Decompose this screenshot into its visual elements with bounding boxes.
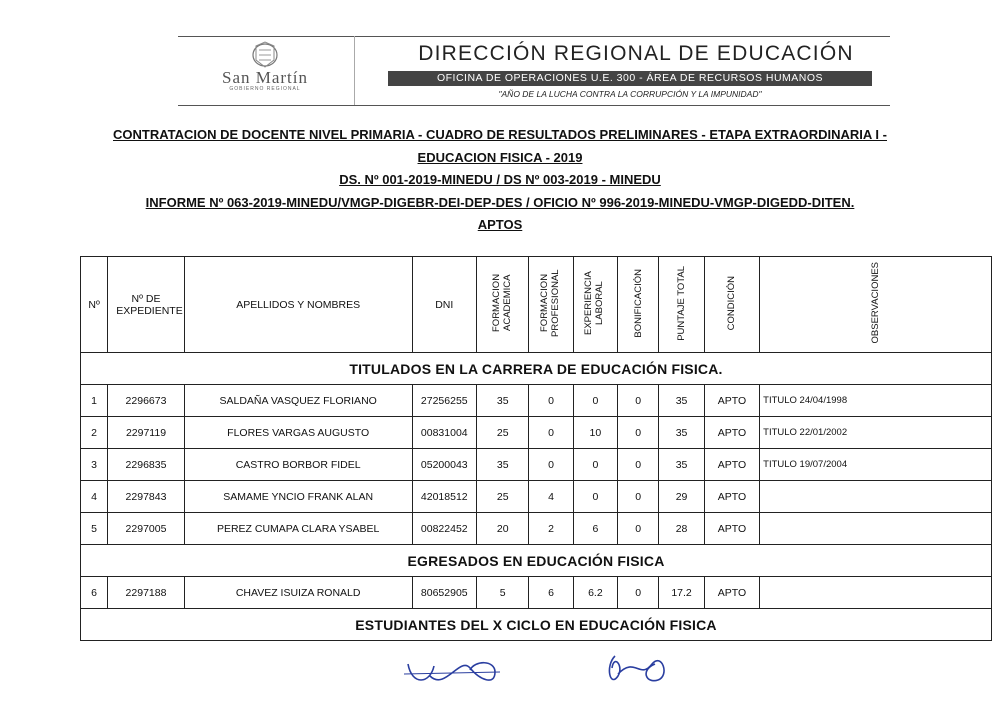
table-row: [81, 385, 992, 417]
cell-nombres: CASTRO BORBOR FIDEL: [184, 449, 412, 481]
col-header-num: Nº: [81, 257, 108, 353]
cell-experiencia: 0: [573, 481, 617, 513]
cell-experiencia: 10: [573, 417, 617, 449]
cell-puntaje: 28: [659, 513, 704, 545]
cell-num: 3: [81, 449, 108, 481]
cell-condicion: APTO: [704, 417, 759, 449]
institution-title: DIRECCIÓN REGIONAL DE EDUCACIÓN: [418, 42, 854, 65]
table-row: [81, 577, 992, 609]
col-header-bonificacion: BONIFICACIÓN: [632, 268, 644, 338]
egresados-rows: [81, 577, 992, 609]
cell-expediente: 2297188: [108, 577, 185, 609]
cell-profesional: 0: [529, 417, 573, 449]
year-motto: "AÑO DE LA LUCHA CONTRA LA CORRUPCIÓN Y LA IMPUNIDAD": [498, 89, 762, 99]
cell-formacion: 25: [477, 417, 529, 449]
col-header-formacion: FORMACION ACADEMICA: [490, 273, 513, 333]
cell-profesional: 4: [529, 481, 573, 513]
cell-dni: 00822452: [412, 513, 476, 545]
cell-observaciones: [760, 577, 992, 609]
cell-dni: 05200043: [412, 449, 476, 481]
cell-puntaje: 35: [659, 417, 704, 449]
cell-dni: 27256255: [412, 385, 476, 417]
col-header-condicion: CONDICIÓN: [726, 275, 738, 331]
section-row-estudiantes: [81, 609, 992, 641]
col-header-experiencia: EXPERIENCIA LABORAL: [583, 271, 606, 335]
cell-condicion: APTO: [704, 481, 759, 513]
cell-condicion: APTO: [704, 577, 759, 609]
section-title: ESTUDIANTES DEL X CICLO EN EDUCACIÓN FISICA: [81, 609, 992, 641]
cell-formacion: 35: [477, 449, 529, 481]
cell-num: 6: [81, 577, 108, 609]
cell-num: 2: [81, 417, 108, 449]
cell-formacion: 25: [477, 481, 529, 513]
cell-formacion: 5: [477, 577, 529, 609]
cell-observaciones: TITULO 24/04/1998: [760, 385, 992, 417]
cell-expediente: 2297005: [108, 513, 185, 545]
title-line-2: EDUCACION FISICA - 2019: [417, 149, 583, 165]
office-banner: OFICINA DE OPERACIONES U.E. 300 - ÁREA DE RECURSOS HUMANOS: [388, 71, 872, 86]
cell-condicion: APTO: [704, 449, 759, 481]
signatures: [400, 646, 700, 696]
table-row: [81, 449, 992, 481]
cell-profesional: 0: [529, 449, 573, 481]
cell-profesional: 6: [529, 577, 573, 609]
title-line-1: CONTRATACION DE DOCENTE NIVEL PRIMARIA - CUADRO DE RESULTADOS PRELIMINARES - ETAPA EXTRAORDINARIA I -: [113, 127, 887, 142]
cell-experiencia: 0: [573, 449, 617, 481]
cell-profesional: 2: [529, 513, 573, 545]
cell-dni: 80652905: [412, 577, 476, 609]
col-header-profesional: FORMACION PROFESIONAL: [539, 269, 562, 337]
letterhead: [178, 36, 890, 108]
cell-nombres: CHAVEZ ISUIZA RONALD: [184, 577, 412, 609]
title-line-3: DS. Nº 001-2019-MINEDU / DS Nº 003-2019 - MINEDU: [339, 172, 661, 187]
header-divider: [354, 36, 355, 106]
table-row: [81, 513, 992, 545]
results-table: [80, 256, 992, 641]
coat-of-arms-icon: [248, 40, 282, 70]
cell-bonificacion: 0: [618, 481, 659, 513]
section-title: TITULADOS EN LA CARRERA DE EDUCACIÓN FISICA.: [81, 353, 992, 385]
cell-formacion: 35: [477, 385, 529, 417]
header-bottom-rule: [178, 105, 890, 106]
cell-condicion: APTO: [704, 385, 759, 417]
cell-experiencia: 6.2: [573, 577, 617, 609]
logo-subtitle: GOBIERNO REGIONAL: [229, 86, 301, 92]
table-header-row: [81, 257, 992, 353]
cell-dni: 00831004: [412, 417, 476, 449]
signature-marks-icon: [400, 646, 700, 696]
table-row: [81, 417, 992, 449]
cell-bonificacion: 0: [618, 513, 659, 545]
col-header-observaciones: OBSERVACIONES: [870, 262, 882, 344]
cell-puntaje: 35: [659, 385, 704, 417]
title-line-4: INFORME Nº 063-2019-MINEDU/VMGP-DIGEBR-DEI-DEP-DES / OFICIO Nº 996-2019-MINEDU-VMGP-DIGEDD-DITEN.: [145, 194, 855, 210]
section-title: EGRESADOS EN EDUCACIÓN FISICA: [81, 545, 992, 577]
cell-num: 4: [81, 481, 108, 513]
cell-bonificacion: 0: [618, 577, 659, 609]
cell-expediente: 2296835: [108, 449, 185, 481]
titulados-rows: [81, 385, 992, 545]
cell-expediente: 2297119: [108, 417, 185, 449]
col-header-puntaje: PUNTAJE TOTAL: [676, 265, 688, 341]
cell-experiencia: 6: [573, 513, 617, 545]
cell-formacion: 20: [477, 513, 529, 545]
logo-name: San Martín: [221, 68, 309, 87]
cell-num: 5: [81, 513, 108, 545]
cell-puntaje: 17.2: [659, 577, 704, 609]
cell-experiencia: 0: [573, 385, 617, 417]
document-titles: [0, 124, 1000, 237]
title-line-5: APTOS: [477, 217, 523, 232]
cell-expediente: 2297843: [108, 481, 185, 513]
cell-nombres: SALDAÑA VASQUEZ FLORIANO: [184, 385, 412, 417]
cell-puntaje: 35: [659, 449, 704, 481]
cell-nombres: SAMAME YNCIO FRANK ALAN: [184, 481, 412, 513]
cell-bonificacion: 0: [618, 417, 659, 449]
col-header-expediente: Nº DE EXPEDIENTE: [108, 257, 185, 353]
section-row-titulados: [81, 353, 992, 385]
col-header-dni: DNI: [412, 257, 476, 353]
cell-profesional: 0: [529, 385, 573, 417]
cell-expediente: 2296673: [108, 385, 185, 417]
cell-observaciones: [760, 481, 992, 513]
table-row: [81, 481, 992, 513]
cell-num: 1: [81, 385, 108, 417]
cell-bonificacion: 0: [618, 449, 659, 481]
cell-condicion: APTO: [704, 513, 759, 545]
cell-observaciones: [760, 513, 992, 545]
logo: [178, 36, 352, 106]
cell-observaciones: TITULO 19/07/2004: [760, 449, 992, 481]
cell-bonificacion: 0: [618, 385, 659, 417]
cell-observaciones: TITULO 22/01/2002: [760, 417, 992, 449]
section-row-egresados: [81, 545, 992, 577]
cell-puntaje: 29: [659, 481, 704, 513]
cell-dni: 42018512: [412, 481, 476, 513]
cell-nombres: PEREZ CUMAPA CLARA YSABEL: [184, 513, 412, 545]
cell-nombres: FLORES VARGAS AUGUSTO: [184, 417, 412, 449]
col-header-nombres: APELLIDOS Y NOMBRES: [184, 257, 412, 353]
